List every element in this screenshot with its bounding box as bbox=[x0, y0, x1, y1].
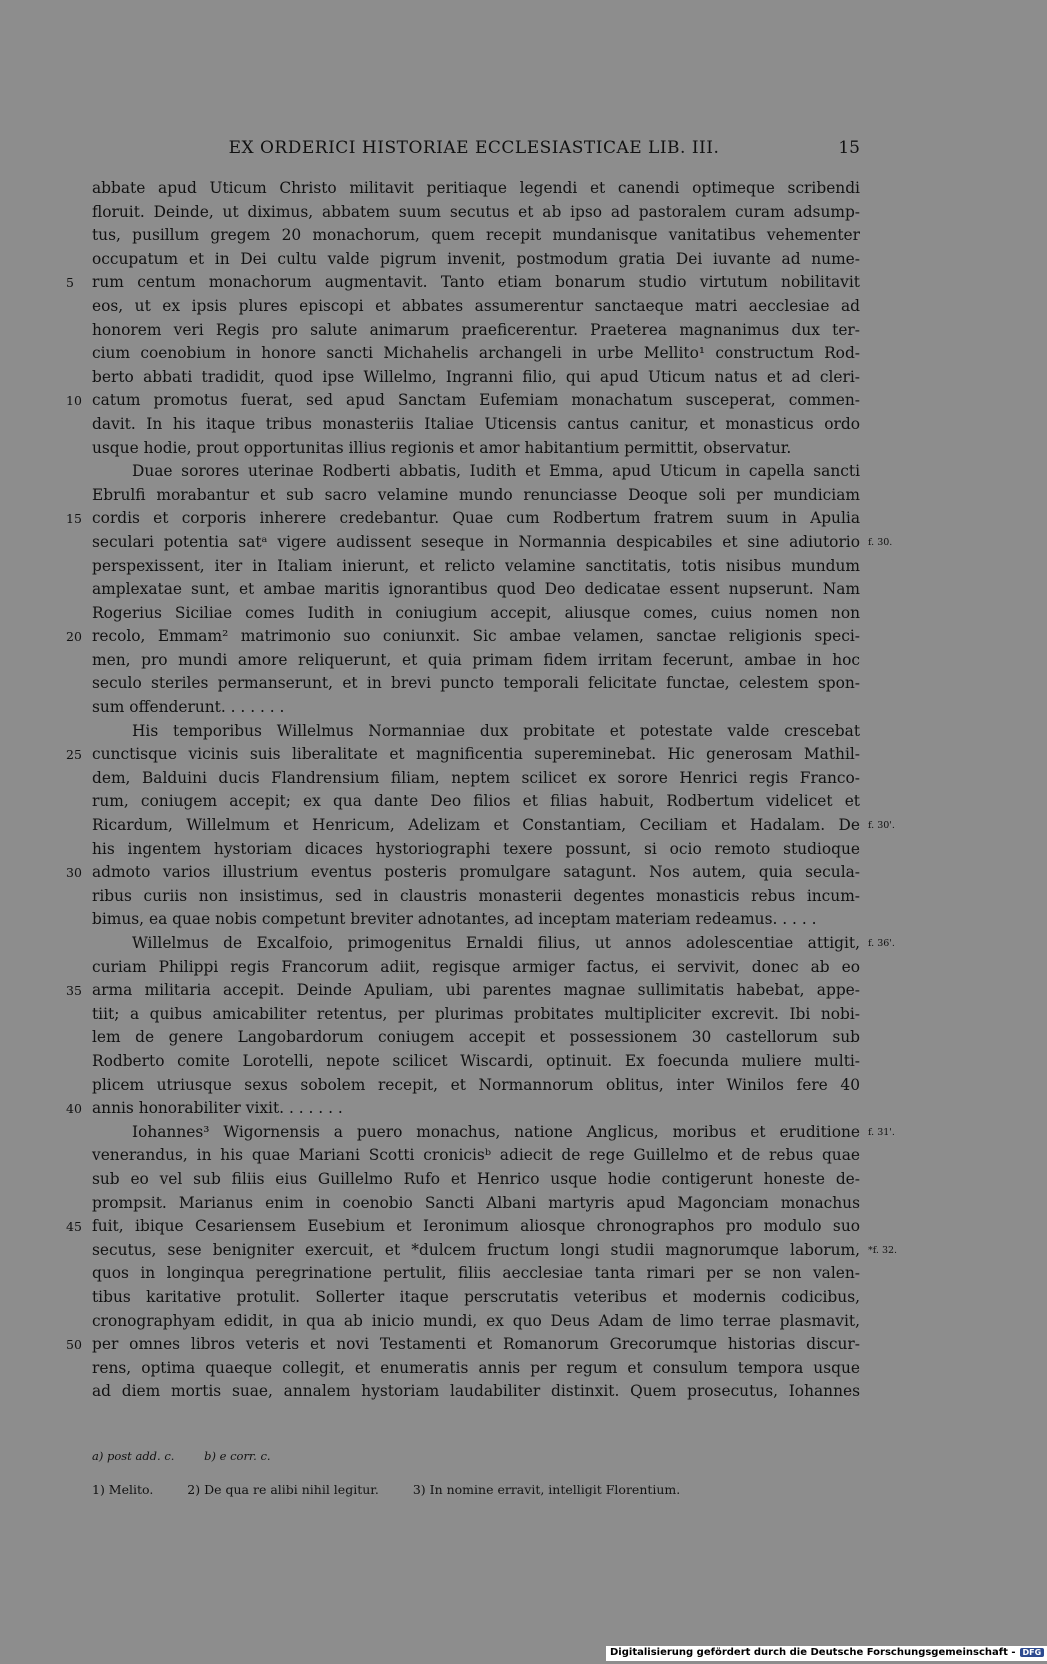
line-text: berto abbati tradidit, quod ipse Willelmo, Ingranni filio, qui apud Uticum natus et ad cleri- bbox=[92, 367, 860, 386]
line-text: secutus, sese benigniter exercuit, et *dulcem fructum longi studii magnorumque laborum, bbox=[92, 1240, 860, 1259]
dfg-logo: DFG bbox=[1020, 1648, 1045, 1657]
text-line bbox=[92, 555, 860, 579]
line-text: honorem veri Regis pro salute animarum praeficerentur. Praeterea magnanimus dux ter- bbox=[92, 320, 860, 339]
line-text: rum, coniugem accepit; ex qua dante Deo filios et filias habuit, Rodbertum videlicet et bbox=[92, 792, 860, 811]
line-text: per omnes libros veteris et novi Testamenti et Romanorum Grecorumque historias discur- bbox=[92, 1335, 860, 1354]
text-line bbox=[92, 342, 860, 366]
text-line bbox=[66, 743, 860, 767]
line-text: arma militaria accepit. Deinde Apuliam, ubi parentes magnae sullimitatis habebat, appe- bbox=[92, 981, 860, 1000]
text-line bbox=[92, 790, 860, 814]
text-line bbox=[92, 908, 860, 932]
text-line bbox=[92, 224, 860, 248]
line-text: seculo steriles permanserunt, et in brevi puncto temporali felicitate functae, celestem spon- bbox=[92, 674, 860, 693]
text-line bbox=[92, 1003, 860, 1027]
line-text: quos in longinqua peregrinatione pertulit, filiis aecclesiae tanta rimari per se non valen- bbox=[92, 1264, 860, 1283]
text-line bbox=[92, 767, 860, 791]
text-line bbox=[66, 861, 860, 885]
line-text: ribus curiis non insistimus, sed in claustris monasterii degentes monasticis rebus incum- bbox=[92, 886, 860, 905]
text-line bbox=[92, 201, 860, 225]
line-text: bimus, ea quae nobis competunt breviter adnotantes, ad inceptam materiam redeamus. . . . . bbox=[92, 910, 817, 929]
text-line bbox=[92, 720, 860, 744]
line-text: Rogerius Siciliae comes Iudith in coniugium accepit, aliusque comes, cuius nomen non bbox=[92, 603, 860, 622]
line-text: plicem utriusque sexus sobolem recepit, et Normannorum oblitus, inter Winilos fere 40 bbox=[92, 1075, 860, 1094]
text-line bbox=[92, 366, 860, 390]
text-line bbox=[66, 389, 860, 413]
critical-note: a) post add. c. bbox=[92, 1449, 175, 1463]
text-line bbox=[92, 460, 860, 484]
line-number: 5 bbox=[66, 275, 74, 291]
page-number: 15 bbox=[838, 138, 860, 158]
line-text: cordis et corporis inherere credebantur. Quae cum Rodbertum fratrem suum in Apulia bbox=[92, 509, 860, 528]
line-text: Rodberto comite Lorotelli, nepote scilicet Wiscardi, optinuit. Ex foecunda muliere multi- bbox=[92, 1051, 860, 1070]
text-line bbox=[92, 649, 860, 673]
text-line bbox=[92, 531, 893, 555]
text-line bbox=[92, 602, 860, 626]
line-text: his ingentem hystoriam dicaces hystoriographi texere possunt, si ocio remoto studioque bbox=[92, 839, 860, 858]
footnote: 1) Melito. bbox=[92, 1482, 154, 1497]
line-number: 45 bbox=[66, 1219, 82, 1235]
line-text: sum offenderunt. . . . . . . bbox=[92, 698, 285, 717]
line-text: dem, Balduini ducis Flandrensium filiam, neptem scilicet ex sorore Henrici regis Franco- bbox=[92, 768, 860, 787]
running-title: EX ORDERICI HISTORIAE ECCLESIASTICAE LIB. III. bbox=[228, 138, 720, 158]
line-text: eos, ut ex ipsis plures episcopi et abbates assumerentur sanctaeque matri aecclesiae ad bbox=[92, 296, 860, 315]
line-text: amplexatae sunt, et ambae maritis ignorantibus quod Deo dedicatae essent nupserunt. Nam bbox=[92, 580, 860, 599]
text-line bbox=[92, 248, 860, 272]
line-text: catum promotus fuerat, sed apud Sanctam Eufemiam monachatum susceperat, commen- bbox=[92, 391, 860, 410]
line-text: Willelmus de Excalfoio, primogenitus Ernaldi filius, ut annos adolescentiae attigit, bbox=[132, 934, 860, 952]
body-text bbox=[66, 177, 898, 1404]
line-text: annis honorabiliter vixit. . . . . . . bbox=[92, 1099, 343, 1118]
text-line bbox=[66, 625, 860, 649]
credit-text: Digitalisierung gefördert durch die Deutsche Forschungsgemeinschaft - bbox=[610, 1647, 1016, 1658]
text-line bbox=[66, 507, 860, 531]
line-text: perspexissent, iter in Italiam inierunt, et relicto velamine sanctitatis, totis nisibus mundum bbox=[92, 556, 860, 575]
line-text: cunctisque vicinis suis liberalitate et magnificentia supereminebat. Hic generosam Mathil- bbox=[92, 745, 860, 764]
line-text: venerandus, in his quae Mariani Scotti cronicisᵇ adiecit de rege Guillelmo et de rebus quae bbox=[92, 1146, 860, 1165]
folio-marginal-note: *f. 32. bbox=[868, 1244, 898, 1256]
footnote: 2) De qua re alibi nihil legitur. bbox=[187, 1482, 379, 1497]
line-text: fuit, ibique Cesariensem Eusebium et Ieronimum aliosque chronographos pro modulo suo bbox=[92, 1217, 860, 1236]
footnote: 3) In nomine erravit, intelligit Florentium. bbox=[412, 1482, 681, 1497]
text-line bbox=[92, 1380, 860, 1404]
text-line bbox=[92, 956, 860, 980]
text-line bbox=[92, 413, 860, 437]
text-line bbox=[66, 1333, 860, 1357]
line-text: Ricardum, Willelmum et Henricum, Adelizam et Constantiam, Ceciliam et Hadalam. De bbox=[92, 816, 860, 835]
line-text: Duae sorores uterinae Rodberti abbatis, Iudith et Emma, apud Uticum in capella sancti bbox=[132, 462, 860, 481]
text-line bbox=[92, 1357, 860, 1381]
line-text: sub eo vel sub filiis eius Guillelmo Rufo et Henrico usque hodie contigerunt honeste de- bbox=[92, 1169, 860, 1188]
text-line bbox=[92, 838, 860, 862]
text-line bbox=[92, 696, 860, 720]
text-line bbox=[92, 437, 860, 461]
line-text: tiit; a quibus amicabiliter retentus, per plurimas probitates multipliciter excrevit. Ibi nobi- bbox=[92, 1004, 860, 1023]
text-line bbox=[92, 177, 860, 201]
text-line bbox=[92, 295, 860, 319]
line-text: cium coenobium in honore sancti Michahelis archangeli in urbe Mellito¹ constructum Rod- bbox=[92, 344, 860, 363]
line-text: lem de genere Langobardorum coniugem accepit et possessionem 30 castellorum sub bbox=[92, 1028, 860, 1047]
text-line bbox=[92, 1239, 898, 1263]
line-text: men, pro mundi amore reliquerunt, et quia primam fidem irritam fecerunt, ambae in hoc bbox=[92, 650, 860, 669]
line-text: admoto varios illustrium eventus posteris promulgare satagunt. Nos autem, quia secula- bbox=[92, 863, 860, 882]
line-text: rens, optima quaeque collegit, et enumeratis annis per regum et consulum tempora usque bbox=[92, 1358, 860, 1377]
digitization-credit bbox=[606, 1646, 1047, 1661]
folio-marginal-note: f. 31'. bbox=[868, 1126, 895, 1138]
line-text: Ebrulfi morabantur et sub sacro velamine mundo renunciasse Deoque soli per mundiciam bbox=[92, 485, 860, 504]
footnotes bbox=[92, 1482, 710, 1497]
text-line bbox=[92, 1144, 860, 1168]
critical-apparatus bbox=[92, 1449, 297, 1463]
text-line bbox=[92, 484, 860, 508]
folio-marginal-note: f. 36'. bbox=[868, 938, 895, 949]
line-number: 15 bbox=[66, 511, 82, 527]
page-header bbox=[88, 136, 860, 164]
text-line bbox=[92, 1050, 860, 1074]
text-line bbox=[66, 1097, 860, 1121]
line-text: occupatum et in Dei cultu valde pigrum invenit, postmodum gratia Dei iuvante ad nume- bbox=[92, 249, 860, 268]
text-line bbox=[92, 1286, 860, 1310]
text-line bbox=[92, 1026, 860, 1050]
folio-marginal-note: f. 30. bbox=[868, 536, 893, 548]
text-line bbox=[66, 1215, 860, 1239]
text-line bbox=[92, 1168, 860, 1192]
text-line bbox=[92, 672, 860, 696]
text-line bbox=[92, 1310, 860, 1334]
line-text: floruit. Deinde, ut diximus, abbatem suum secutus et ab ipso ad pastoralem curam adsump- bbox=[92, 202, 860, 221]
line-text: cronographyam edidit, in qua ab inicio mundi, ex quo Deus Adam de limo terrae plasmavit, bbox=[92, 1311, 860, 1330]
line-number: 20 bbox=[66, 629, 82, 645]
line-number: 25 bbox=[66, 747, 82, 763]
line-text: davit. In his itaque tribus monasteriis Italiae Uticensis cantus canitur, et monasticus ordo bbox=[92, 414, 860, 433]
critical-note: b) e corr. c. bbox=[204, 1449, 271, 1463]
text-line bbox=[92, 319, 860, 343]
line-text: usque hodie, prout opportunitas illius regionis et amor habitantium permittit, observatur. bbox=[92, 438, 792, 457]
line-text: His temporibus Willelmus Normanniae dux probitate et potestate valde crescebat bbox=[132, 721, 860, 740]
line-number: 30 bbox=[66, 865, 82, 881]
line-text: tibus karitative protulit. Sollerter itaque perscrutatis veteribus et modernis codicibus, bbox=[92, 1287, 860, 1306]
line-text: abbate apud Uticum Christo militavit peritiaque legendi et canendi optimeque scribendi bbox=[92, 179, 860, 197]
line-number: 50 bbox=[66, 1337, 82, 1353]
line-text: tus, pusillum gregem 20 monachorum, quem recepit mundanisque vanitatibus vehementer bbox=[92, 226, 860, 245]
text-line bbox=[92, 1074, 860, 1098]
line-text: ad diem mortis suae, annalem hystoriam laudabiliter distinxit. Quem prosecutus, Iohannes bbox=[92, 1382, 860, 1401]
folio-marginal-note: f. 30'. bbox=[868, 820, 895, 832]
line-text: rum centum monachorum augmentavit. Tanto etiam bonarum studio virtutum nobilitavit bbox=[92, 273, 860, 292]
text-line bbox=[92, 578, 860, 602]
line-number: 10 bbox=[66, 393, 82, 409]
line-text: seculari potentia satᵃ vigere audissent seseque in Normannia despicabiles et sine adiutorio bbox=[92, 532, 860, 551]
text-line bbox=[92, 885, 860, 909]
text-line bbox=[92, 932, 895, 956]
text-line bbox=[66, 271, 860, 295]
line-text: prompsit. Marianus enim in coenobio Sancti Albani martyris apud Magonciam monachus bbox=[92, 1193, 860, 1212]
text-line bbox=[66, 979, 860, 1003]
text-line bbox=[92, 1262, 860, 1286]
line-text: curiam Philippi regis Francorum adiit, regisque armiger factus, ei servivit, donec ab eo bbox=[92, 957, 860, 976]
line-text: recolo, Emmam² matrimonio suo coniunxit. Sic ambae velamen, sanctae religionis speci- bbox=[92, 627, 860, 646]
text-line bbox=[92, 814, 895, 838]
line-number: 35 bbox=[66, 983, 82, 999]
text-line bbox=[92, 1192, 860, 1216]
line-text: Iohannes³ Wigornensis a puero monachus, natione Anglicus, moribus et eruditione bbox=[132, 1122, 860, 1141]
line-number: 40 bbox=[66, 1101, 82, 1117]
text-line bbox=[92, 1121, 895, 1145]
